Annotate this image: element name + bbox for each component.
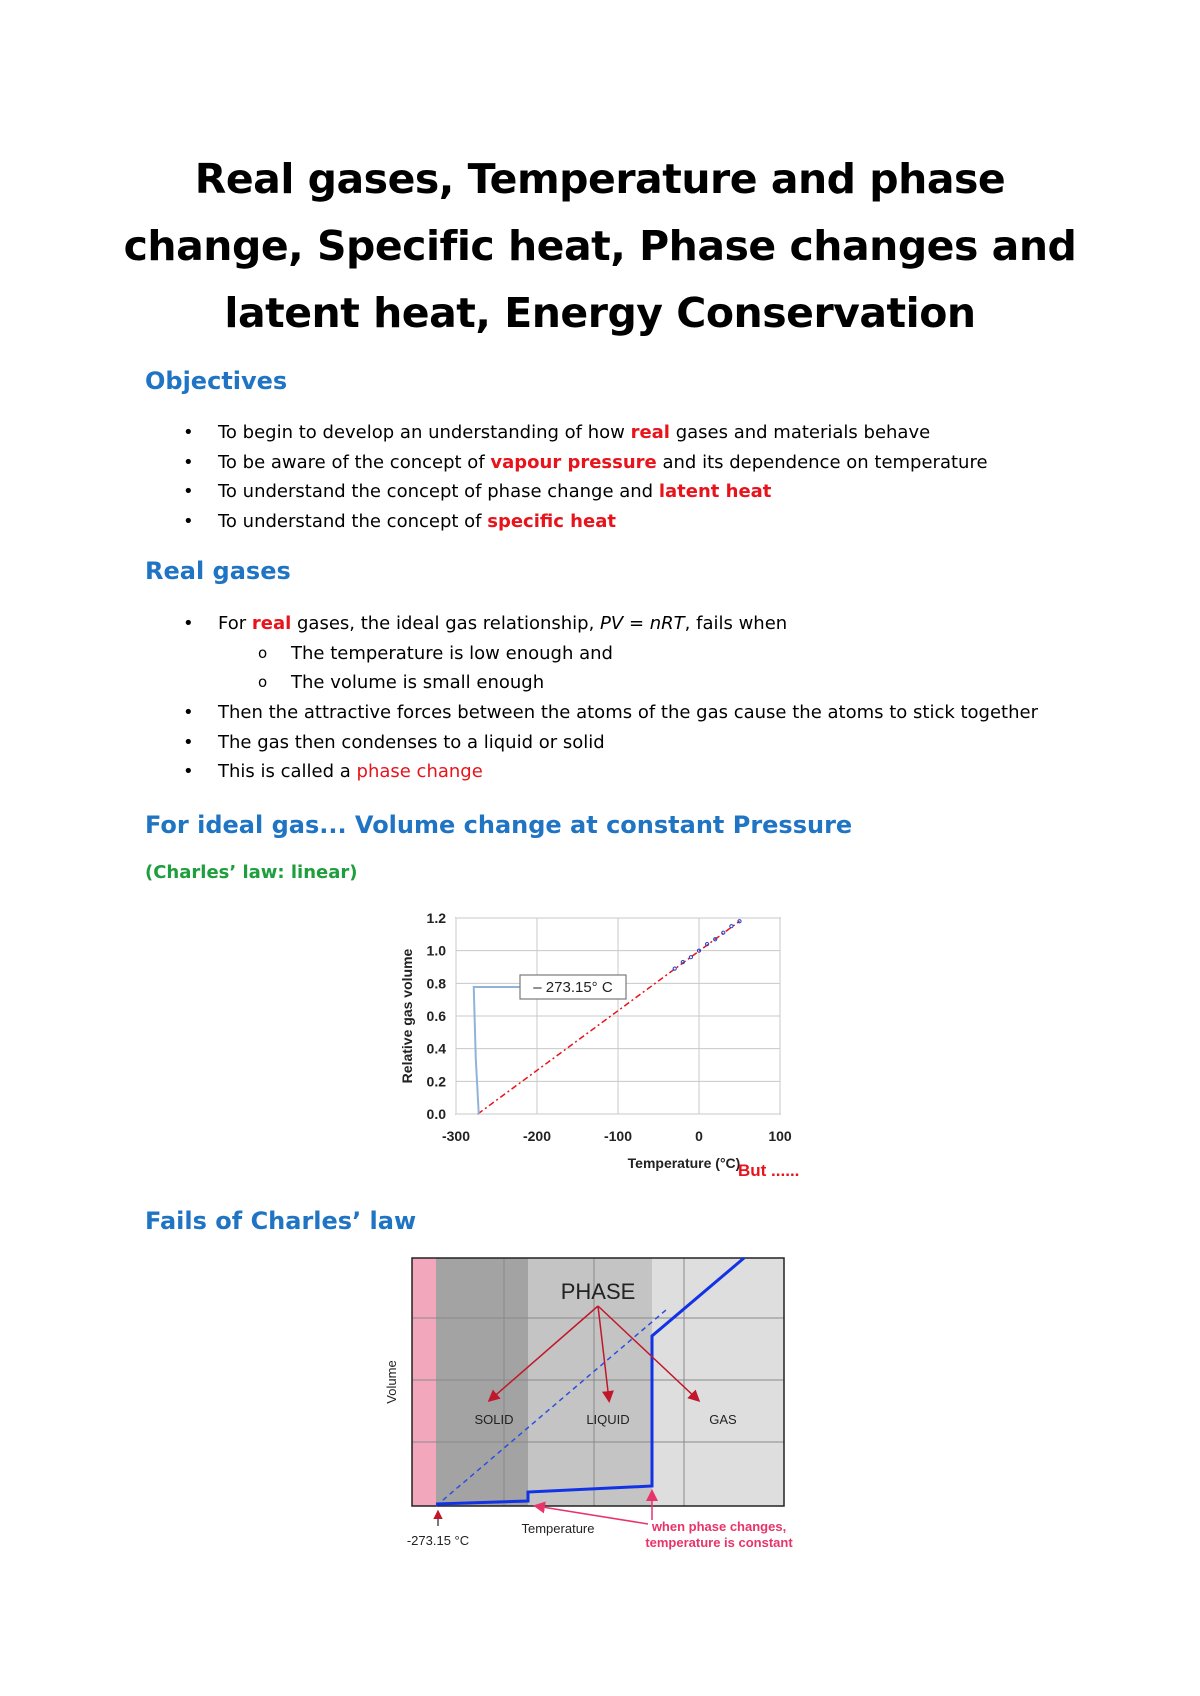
x-tick-label: -300: [441, 1128, 471, 1144]
y-tick-label: 0.4: [426, 1040, 446, 1057]
item-text: To begin to develop an understanding of how: [218, 422, 631, 443]
item-text: , fails when: [684, 613, 788, 634]
forbidden-region: [412, 1258, 436, 1506]
x-tick-label: 100: [768, 1128, 792, 1144]
y-tick-label: 0.2: [426, 1073, 446, 1090]
charles-law-chart: [394, 898, 814, 1188]
x-tick-label: -100: [603, 1128, 633, 1144]
y-tick-label: 0.8: [426, 975, 446, 992]
highlight-text: vapour pressure: [490, 451, 657, 473]
objectives-list: [0, 418, 1200, 537]
list-subitem: o The temperature is low enough and: [0, 639, 1200, 669]
objectives-heading: Objectives: [145, 367, 288, 395]
annotation-line-2: temperature is constant: [645, 1535, 793, 1550]
ideal-gas-heading: For ideal gas... Volume change at constant Pressure: [145, 811, 853, 839]
highlight-text: real: [251, 613, 292, 634]
highlight-text: phase change: [356, 761, 483, 783]
list-item: [0, 477, 1200, 507]
item-text: gases, the ideal gas relationship,: [291, 613, 601, 634]
page-title: Real gases, Temperature and phase change, Specific heat, Phase changes and latent heat, Energy Conservation: [123, 155, 1077, 337]
list-subitem: o The volume is small enough: [0, 668, 1200, 698]
phase-title: PHASE: [560, 1279, 636, 1304]
list-item: [0, 609, 1200, 639]
solid-label: SOLID: [474, 1412, 514, 1427]
solid-region: [436, 1258, 528, 1506]
real-gases-heading: Real gases: [145, 557, 291, 585]
y-axis-label: Relative gas volume: [399, 948, 415, 1084]
phase-change-chart: [376, 1250, 832, 1554]
x-axis-label: Temperature (°C): [627, 1155, 741, 1171]
list-item: [0, 418, 1200, 448]
item-text: =: [623, 613, 650, 634]
but-note: But ......: [738, 1161, 800, 1180]
list-item: [0, 448, 1200, 478]
item-text: For: [218, 613, 252, 634]
item-text: To be aware of the concept of: [218, 451, 491, 473]
phase-change-chart-svg: [376, 1250, 832, 1554]
highlight-text: specific heat: [487, 511, 616, 533]
item-text: gases and materials behave: [669, 422, 931, 443]
formula-text: nRT: [649, 613, 685, 634]
y-tick-label: 0.6: [426, 1008, 446, 1024]
item-text: and its dependence on temperature: [656, 451, 988, 473]
annotation-label: – 273.15° C: [533, 979, 613, 996]
highlight-text: real: [630, 422, 670, 443]
x-tick-label: -200: [522, 1128, 552, 1144]
list-item: • Then the attractive forces between the atoms of the gas cause the atoms to stick together: [0, 698, 1200, 728]
highlight-text: latent heat: [658, 481, 772, 503]
formula-text: PV: [600, 613, 624, 634]
x-tick-label: 0: [695, 1128, 703, 1144]
charles-law-chart-svg: [394, 898, 814, 1188]
y-axis-label: Volume: [384, 1360, 399, 1404]
gas-region: [652, 1258, 784, 1506]
charles-law-subheading: (Charles’ law: linear): [145, 862, 358, 883]
item-text: To understand the concept of phase change and: [218, 481, 659, 503]
x-axis-label: Temperature: [521, 1521, 595, 1536]
y-tick-label: 0.0: [426, 1106, 446, 1122]
real-gases-list: [0, 609, 1200, 787]
list-item: [0, 507, 1200, 537]
item-text: To understand the concept of: [218, 511, 488, 533]
liquid-label: LIQUID: [586, 1412, 630, 1427]
list-item: [0, 757, 1200, 787]
y-tick-label: 1.0: [426, 942, 446, 959]
gas-label: GAS: [709, 1412, 737, 1427]
list-item: • The gas then condenses to a liquid or solid: [0, 728, 1200, 758]
annotation-line-1: when phase changes,: [651, 1519, 787, 1534]
fails-heading: Fails of Charles’ law: [145, 1207, 417, 1235]
absolute-zero-label: -273.15 °C: [406, 1533, 470, 1548]
y-tick-label: 1.2: [426, 910, 446, 926]
item-text: This is called a: [218, 761, 357, 783]
